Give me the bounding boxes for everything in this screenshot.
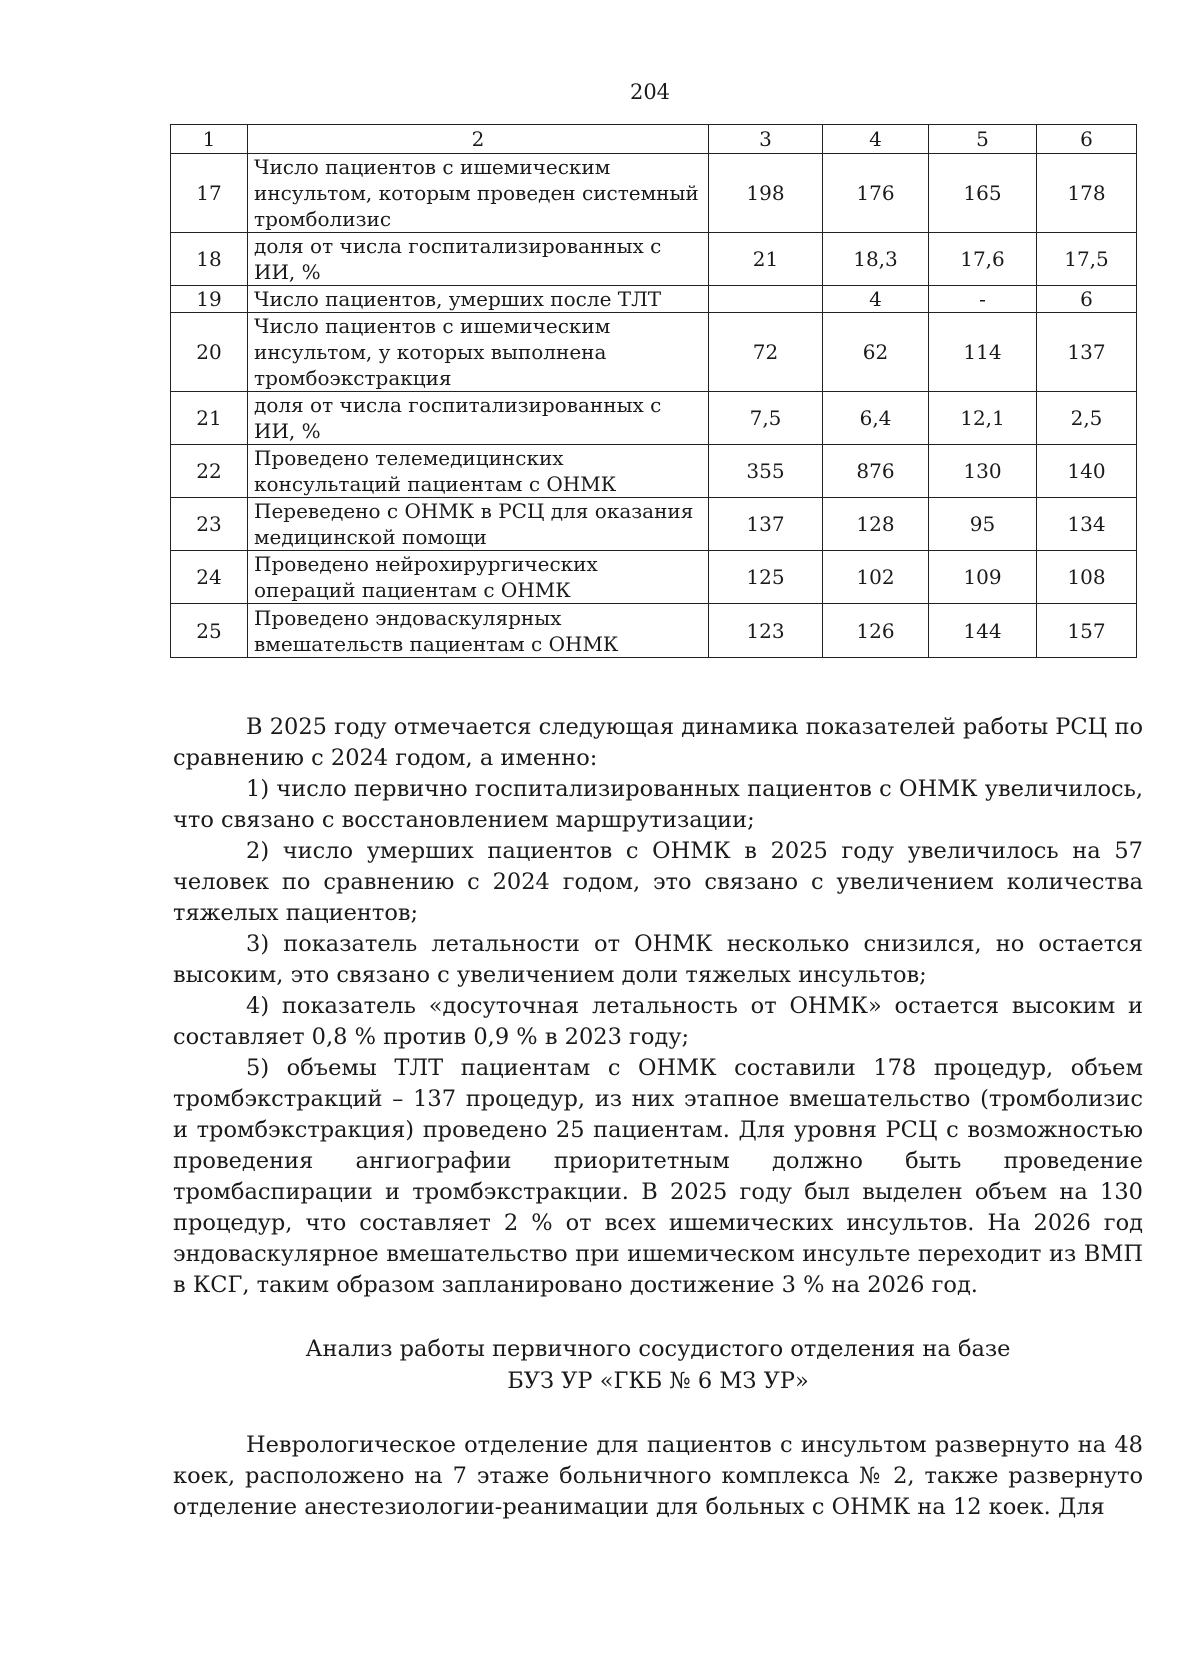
row-number: 20 (171, 313, 248, 392)
cell-value: 876 (823, 445, 929, 498)
cell-value: 7,5 (709, 392, 823, 445)
list-item: 5) объемы ТЛТ пациентам с ОНМК составили 178 процедур, объем тромбэкстракций – 137 процедур, из них этапное вмешательство (тромболизис и тромбэкстракция) проведено 25 пациентам. Для уровня РСЦ с возможностью проведения ангиографии приоритетным должно быть проведение тромбаспирации и тромбэкстракции. В 2025 году был выделен объем на 130 процедур, что составляет 2 % от всех ишемических инсультов. На 2026 год эндоваскулярное вмешательство при ишемическом инсульте переходит из ВМП в КСГ, таким образом запланировано достижение 3 % на 2026 год. (173, 1055, 1143, 1298)
cell-value: 126 (823, 604, 929, 658)
indicators-table (170, 124, 1137, 658)
table-row (171, 286, 1137, 313)
column-header: 5 (929, 125, 1037, 154)
row-label: Число пациентов с ишемическим инсультом, у которых выполнена тромбоэкстракция (248, 313, 709, 392)
cell-value: 144 (929, 604, 1037, 658)
table-row (171, 445, 1137, 498)
cell-value: 72 (709, 313, 823, 392)
cell-value: - (929, 286, 1037, 313)
table-row (171, 498, 1137, 551)
row-label: Проведено эндоваскулярных вмешательств пациентам с ОНМК (248, 604, 709, 658)
list-item: 4) показатель «досуточная летальность от ОНМК» остается высоким и составляет 0,8 % против 0,9 % в 2023 году; (173, 993, 1143, 1050)
row-number: 19 (171, 286, 248, 313)
cell-value: 125 (709, 551, 823, 604)
table-row (171, 233, 1137, 286)
analysis-text (173, 712, 1143, 1301)
cell-value: 109 (929, 551, 1037, 604)
cell-value: 21 (709, 233, 823, 286)
cell-value: 17,5 (1037, 233, 1137, 286)
closing-paragraph: Неврологическое отделение для пациентов с инсультом развернуто на 48 коек, расположено на 7 этаже больничного комплекса № 2, также развернуто отделение анестезиологии-реанимации для больных с ОНМК на 12 коек. Для (173, 1432, 1143, 1520)
cell-value: 128 (823, 498, 929, 551)
table-row (171, 551, 1137, 604)
row-label: Число пациентов, умерших после ТЛТ (248, 286, 709, 313)
cell-value: 4 (823, 286, 929, 313)
cell-value: 134 (1037, 498, 1137, 551)
row-number: 25 (171, 604, 248, 658)
column-header: 1 (171, 125, 248, 154)
column-header: 2 (248, 125, 709, 154)
cell-value: 17,6 (929, 233, 1037, 286)
list-item: 3) показатель летальности от ОНМК несколько снизился, но остается высоким, это связано с увеличением доли тяжелых инсультов; (173, 931, 1143, 988)
row-number: 22 (171, 445, 248, 498)
cell-value: 114 (929, 313, 1037, 392)
closing-text (173, 1430, 1143, 1523)
cell-value: 123 (709, 604, 823, 658)
cell-value: 178 (1037, 154, 1137, 233)
table-row (171, 154, 1137, 233)
column-header: 3 (709, 125, 823, 154)
row-label: доля от числа госпитализированных с ИИ, % (248, 233, 709, 286)
cell-value: 6 (1037, 286, 1137, 313)
row-number: 21 (171, 392, 248, 445)
row-number: 24 (171, 551, 248, 604)
heading-line: Анализ работы первичного сосудистого отделения на базе (305, 1336, 1011, 1362)
row-label: Число пациентов с ишемическим инсультом, которым проведен системный тромболизис (248, 154, 709, 233)
page-number: 204 (629, 80, 671, 104)
cell-value: 165 (929, 154, 1037, 233)
table-row (171, 604, 1137, 658)
cell-value: 137 (1037, 313, 1137, 392)
column-header: 4 (823, 125, 929, 154)
table-row (171, 392, 1137, 445)
cell-value: 140 (1037, 445, 1137, 498)
cell-value: 176 (823, 154, 929, 233)
cell-value: 18,3 (823, 233, 929, 286)
heading-line: БУЗ УР «ГКБ № 6 МЗ УР» (507, 1368, 809, 1394)
row-number: 17 (171, 154, 248, 233)
cell-value (709, 286, 823, 313)
row-label: Проведено телемедицинских консультаций пациентам с ОНМК (248, 445, 709, 498)
cell-value: 2,5 (1037, 392, 1137, 445)
cell-value: 198 (709, 154, 823, 233)
cell-value: 62 (823, 313, 929, 392)
intro-paragraph: В 2025 году отмечается следующая динамика показателей работы РСЦ по сравнению с 2024 годом, а именно: (173, 714, 1143, 771)
cell-value: 6,4 (823, 392, 929, 445)
cell-value: 12,1 (929, 392, 1037, 445)
section-heading (173, 1333, 1143, 1397)
column-header: 6 (1037, 125, 1137, 154)
cell-value: 95 (929, 498, 1037, 551)
cell-value: 102 (823, 551, 929, 604)
cell-value: 157 (1037, 604, 1137, 658)
list-item: 2) число умерших пациентов с ОНМК в 2025 году увеличилось на 57 человек по сравнению с 2024 годом, это связано с увеличением количества тяжелых пациентов; (173, 838, 1143, 926)
row-number: 18 (171, 233, 248, 286)
row-label: доля от числа госпитализированных с ИИ, % (248, 392, 709, 445)
cell-value: 108 (1037, 551, 1137, 604)
cell-value: 130 (929, 445, 1037, 498)
table-header-row (171, 125, 1137, 154)
row-number: 23 (171, 498, 248, 551)
cell-value: 137 (709, 498, 823, 551)
list-item: 1) число первично госпитализированных пациентов с ОНМК увеличилось, что связано с восстановлением маршрутизации; (173, 776, 1143, 833)
row-label: Проведено нейрохирургических операций пациентам с ОНМК (248, 551, 709, 604)
row-label: Переведено с ОНМК в РСЦ для оказания медицинской помощи (248, 498, 709, 551)
cell-value: 355 (709, 445, 823, 498)
table-row (171, 313, 1137, 392)
